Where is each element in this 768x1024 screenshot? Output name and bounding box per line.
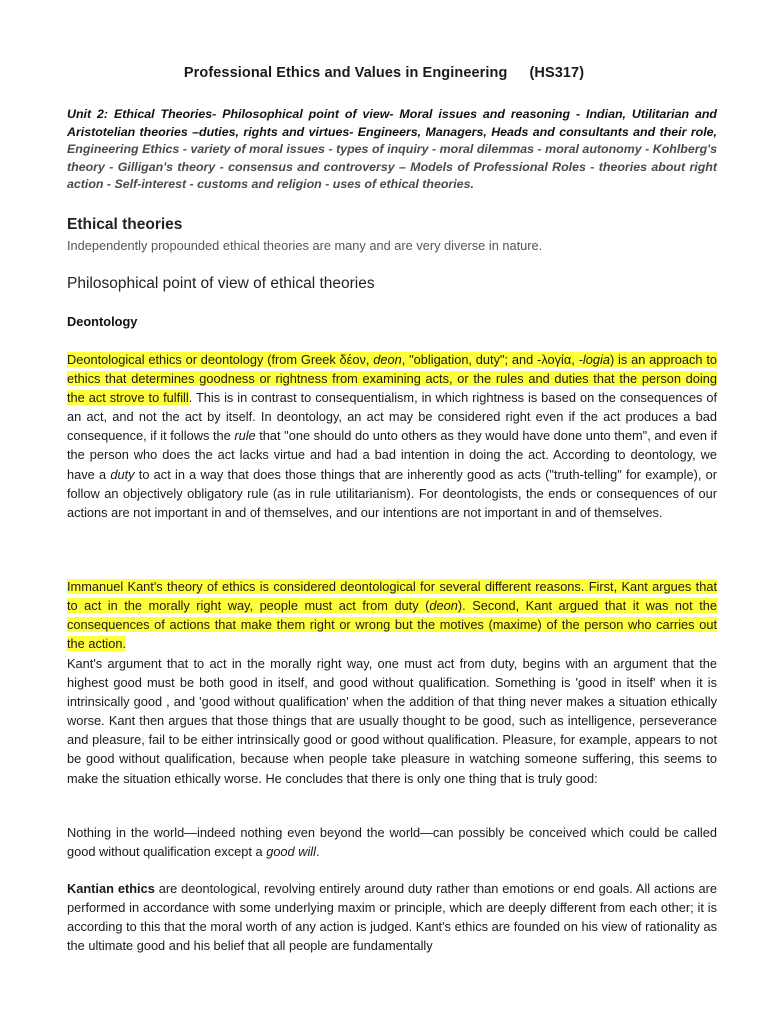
highlight-italic: deon [373, 352, 402, 367]
highlight-span: , "obligation, duty"; and -λογία, [401, 352, 579, 367]
subtitle-ethical-theories: Independently propounded ethical theories are many and are very diverse in nature. [67, 238, 543, 253]
highlight-italic: deon [429, 598, 458, 614]
unit-syllabus [67, 106, 717, 194]
heading-ethical-theories: Ethical theories [67, 216, 183, 233]
highlight-span: ) is an approach to ethics that determines goodness or rightness from examining acts, or the rules and duties that the person doing the act strove to fulfill [67, 352, 717, 406]
text-span: that "one should do unto others as they would have done unto them", and even if the person who does the act lacks virtue and had a bad intention in doing the act. According to deontology, we have a [67, 428, 717, 482]
course-code: (HS317) [529, 65, 585, 81]
paragraph-kant-theory [67, 577, 717, 653]
text-span: . This is in contrast to consequentialism, in which rightness is based on the consequences of an act, and not the act by itself. In deontology, an act may be considered right even if the act produces a bad consequence, if it follows the [67, 390, 717, 444]
course-title: Professional Ethics and Values in Engineering [183, 65, 508, 81]
italic-term: rule [234, 428, 256, 444]
italic-term: good will [266, 844, 316, 860]
paragraph-deontology-definition [67, 350, 717, 522]
text-span: are deontological, revolving entirely around duty rather than emotions or end goals. All actions are performed in accordance with some underlying maxim or principle, which are deeply different from each other; it is according to this that the moral worth of any action is judged. Kant's ethics are founded on his view of rationality as the ultimate good and his belief that all people are fundamentally [67, 881, 717, 954]
highlight-span: ). Second, Kant argued that it was not the consequences of actions that make them right or wrong but the motives (maxime) of the person who carries out the action. [67, 598, 717, 652]
italic-term: duty [110, 466, 135, 482]
heading-philosophical-point: Philosophical point of view of ethical theories [67, 275, 375, 292]
text-span: . [316, 844, 320, 860]
syllabus-rest: Engineering Ethics - variety of moral issues - types of inquiry - moral dilemmas - moral autonomy - Kohlberg's theory - Gilligan's theory - consensus and controversy – Models of Professional Roles - theories about right action - Self-interest - customs and religion - uses of ethical theories. [67, 142, 717, 191]
text-span: Nothing in the world—indeed nothing even beyond the world—can possibly be conceived which could be called good without qualification except a [67, 825, 717, 860]
bold-term: Kantian ethics [67, 881, 155, 896]
syllabus-bold-part: Unit 2: Ethical Theories- Philosophical point of view- Moral issues and reasoning - Indian, Utilitarian and Aristotelian theories –duties, rights and virtues- Engineers, Managers, Heads and consultants and their role, [67, 107, 717, 139]
heading-deontology: Deontology [67, 314, 138, 329]
highlight-italic: -logia [578, 352, 610, 367]
paragraph-kant-argument: Kant's argument that to act in the morally right way, one must act from duty, begins with an argument that the highest good must be both good in itself, and good without qualification. Something is 'good in itself' when it is intrinsically good , and 'good without qualification' when the addition of that thing never makes a situation ethically worse. Kant then argues that those things that are usually thought to be good, such as intelligence, perseverance and pleasure, fail to be either intrinsically good or good without qualification. Pleasure, for example, appears to not be good without qualification, because when people take pleasure in watching someone suffering, this seems to make the situation ethically worse. He concludes that there is only one thing that is truly good: [67, 656, 717, 786]
highlight-span: Immanuel Kant's theory of ethics is considered deontological for several different reasons. First, Kant argues that to act in the morally right way, people must act from duty ( [67, 579, 717, 614]
paragraph-good-will-quote [67, 823, 717, 861]
document-title [0, 65, 768, 81]
text-span: to act in a way that does those things that are inherently good as acts ("truth-telling" for example), or follow an objectively obligatory rule (as in rule utilitarianism). For deontologists, the ends or consequences of our actions are not important in and of themselves, and our intentions are not important in and of themselves. [67, 466, 718, 520]
highlight-span: Deontological ethics or deontology (from Greek δέον, [67, 352, 374, 367]
paragraph-kantian-ethics [67, 879, 717, 955]
